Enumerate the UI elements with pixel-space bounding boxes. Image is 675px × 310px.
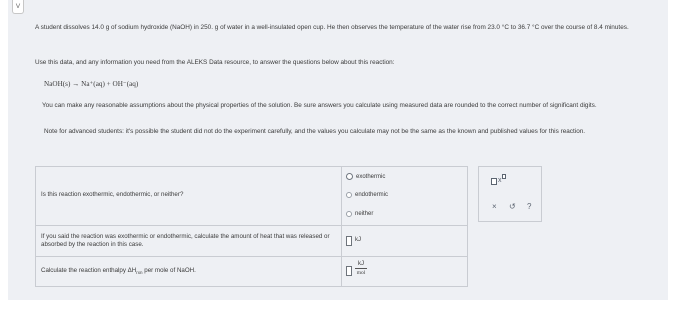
option-neither[interactable]: neither xyxy=(346,211,373,217)
radio-icon[interactable] xyxy=(346,211,352,217)
enthalpy-unit: kJ mol xyxy=(356,261,366,276)
question-3-text: Calculate the reaction enthalpy $\Delta H_{rxn}$ per mole of NaOH. xyxy=(41,267,196,276)
option-endothermic[interactable]: endothermic xyxy=(346,192,388,198)
problem-panel xyxy=(8,0,668,300)
problem-intro: A student dissolves 14.0 g of sodium hydroxide (NaOH) in 250. g of water in a well-insulated open cup. He then observes the temperature of the water rise from 23.0 °C to 36.7 °C over the course of 8.4 minutes. xyxy=(35,24,629,31)
help-icon[interactable]: ? xyxy=(527,202,532,211)
answer-tools xyxy=(478,166,542,222)
question-row xyxy=(36,226,467,257)
heat-unit: kJ xyxy=(355,237,361,243)
option-exothermic[interactable]: exothermic xyxy=(346,173,385,180)
radio-icon[interactable] xyxy=(346,173,353,180)
radio-icon[interactable] xyxy=(346,192,352,198)
reaction-type-options xyxy=(342,167,467,225)
assumption-text: You can make any reasonable assumptions about the physical properties of the solution. Be sure answers you calculate using measured data are rounded to the correct number of significant digits. xyxy=(42,102,597,109)
question-row xyxy=(36,257,467,287)
undo-icon[interactable]: ↺ xyxy=(509,202,516,211)
question-table xyxy=(35,166,468,287)
question-row xyxy=(36,167,467,226)
heat-answer-input[interactable] xyxy=(346,236,352,246)
advanced-note: Note for advanced students: it's possible the student did not do the experiment carefully, and the values you calculate may not be the same as the known and published values for this reaction. xyxy=(44,128,586,135)
reaction-equation: NaOH(s) → Na⁺(aq) + OH⁻(aq) xyxy=(44,80,139,88)
collapse-chevron-icon[interactable]: ˅ xyxy=(12,0,24,14)
enthalpy-answer-input[interactable] xyxy=(346,266,352,276)
question-2-text: If you said the reaction was exothermic or endothermic, calculate the amount of heat that was released or absorbed by the reaction in this case. xyxy=(41,233,330,248)
question-1-text: Is this reaction exothermic, endothermic, or neither? xyxy=(41,191,184,198)
clear-icon[interactable]: × xyxy=(492,202,497,211)
scientific-notation-icon[interactable]: x xyxy=(491,174,509,186)
problem-instruction: Use this data, and any information you need from the ALEKS Data resource, to answer the questions below about this reaction: xyxy=(35,59,395,66)
